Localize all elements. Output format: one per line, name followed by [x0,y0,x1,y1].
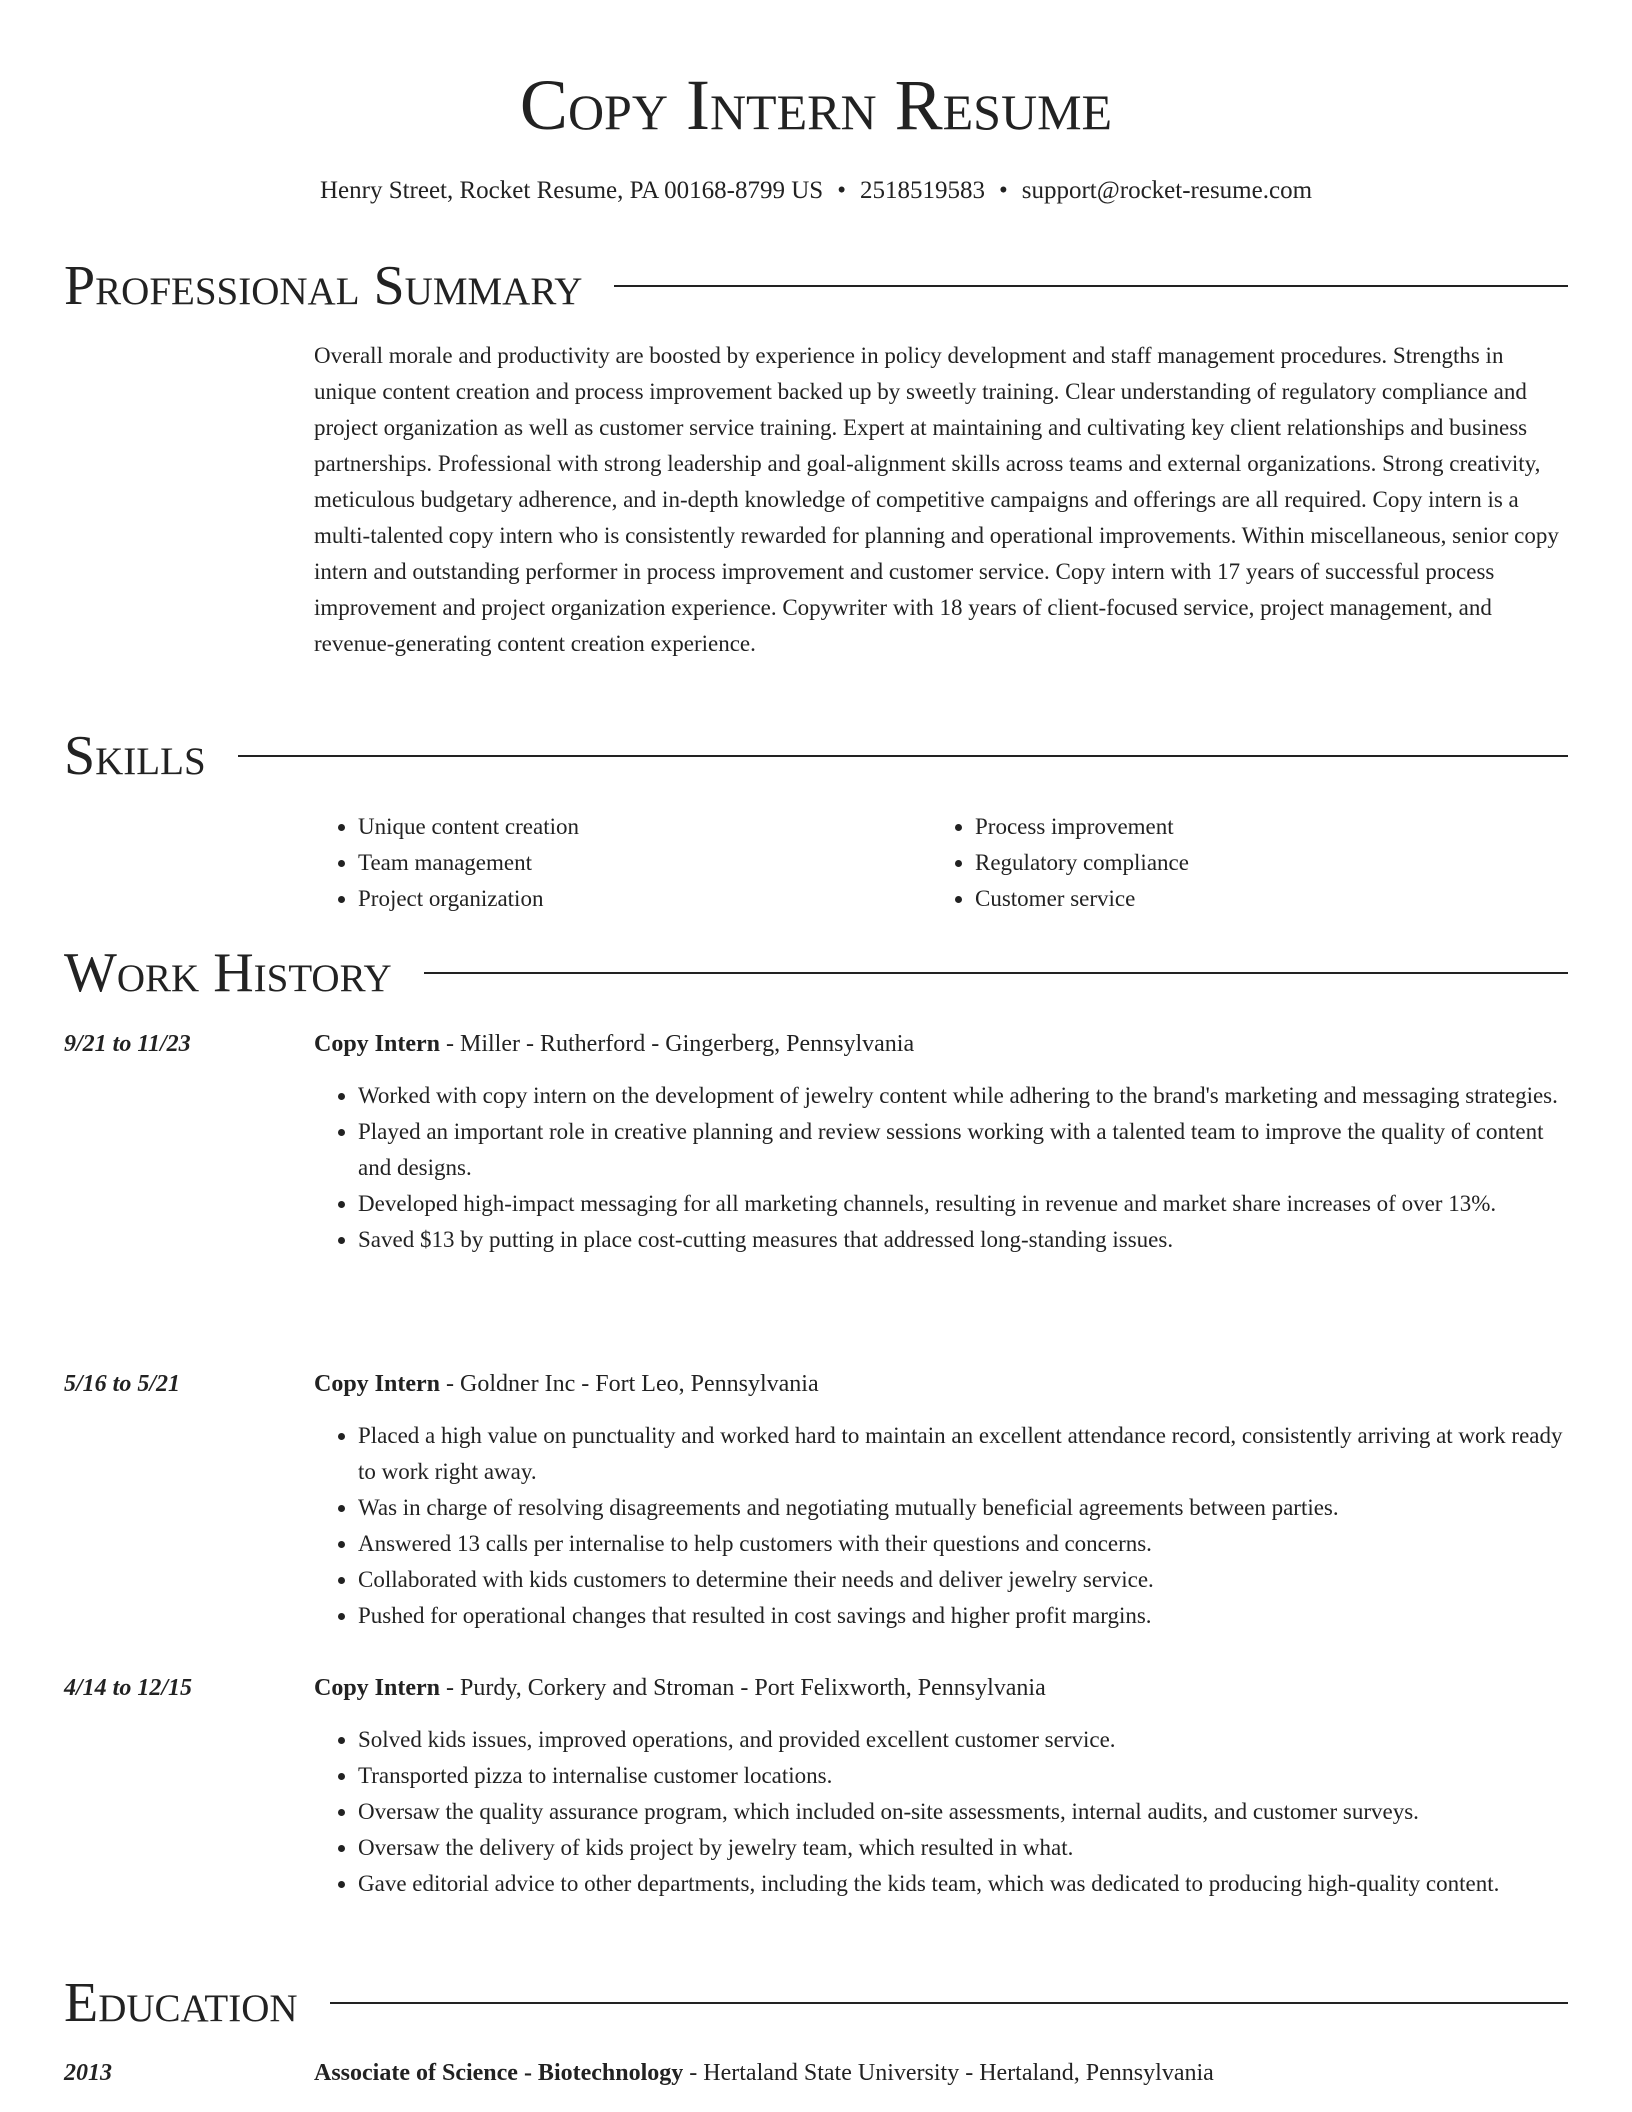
education-heading: Education [64,1972,298,2034]
job-bullet: • Answered 13 calls per internalise to help customers with their questions and concerns. [358,1526,1568,1562]
job-heading [314,1026,1568,1062]
contact-separator: • [837,177,846,204]
section-divider [238,755,1568,757]
education-section-header [64,1973,1568,2033]
work-heading: Work History [64,942,392,1004]
skills-column-left [314,809,931,917]
education-details: - Hertaland State University - Hertaland, Pennsylvania [683,2060,1214,2086]
job-details: - Purdy, Corkery and Stroman - Port Felixworth, Pennsylvania [440,1675,1046,1701]
skills-heading: Skills [64,725,206,787]
skills-column-right [931,809,1548,917]
education-year: 2013 [64,2060,112,2086]
job-bullet: • Solved kids issues, improved operations, and provided excellent customer service. [358,1722,1568,1758]
contact-email: support@rocket-resume.com [1021,177,1313,204]
job-bullets [314,1418,1568,1634]
job-title: Copy Intern [314,1371,441,1397]
skill-item: • Process improvement [975,809,1548,845]
section-divider [330,2002,1568,2004]
job-bullet: • Oversaw the quality assurance program, which included on-site assessments, internal audits, and customer surveys. [358,1794,1568,1830]
job-details: - Goldner Inc - Fort Leo, Pennsylvania [440,1371,819,1397]
job-bullets [314,1722,1568,1902]
job-title: Copy Intern [314,1675,441,1701]
education-degree: Associate of Science - Biotechnology [314,2060,684,2086]
contact-separator: • [998,177,1008,204]
skill-item: • Unique content creation [358,809,931,845]
job-heading [314,1670,1568,1706]
job-dates: 9/21 to 11/23 [64,1031,191,1057]
summary-heading: Professional Summary [64,255,583,317]
contact-address: Henry Street, Rocket Resume, PA 00168-8799 US [319,177,824,204]
job-bullet: • Played an important role in creative planning and review sessions working with a talented team to improve the quality of content and designs. [358,1114,1568,1186]
job-bullet: • Pushed for operational changes that resulted in cost savings and higher profit margins. [358,1598,1568,1634]
job-dates: 4/14 to 12/15 [64,1675,193,1701]
contact-phone: 2518519583 [859,177,985,204]
resume-title: Copy Intern Resume [519,65,1113,145]
job-bullet: • Collaborated with kids customers to determine their needs and deliver jewelry service. [358,1562,1568,1598]
education-heading-line [314,2055,1568,2091]
job-bullet: • Saved $13 by putting in place cost-cutting measures that addressed long-standing issues. [358,1222,1568,1258]
skill-item: • Project organization [358,881,931,917]
job-dates: 5/16 to 5/21 [64,1371,181,1397]
job-title: Copy Intern [314,1031,441,1057]
section-divider [614,285,1568,287]
summary-section-header [64,256,1568,316]
skill-item: • Regulatory compliance [975,845,1548,881]
job-bullet: • Placed a high value on punctuality and worked hard to maintain an excellent attendance record, consistently arriving at work ready to work right away. [358,1418,1568,1490]
job-bullet: • Transported pizza to internalise customer locations. [358,1758,1568,1794]
job-bullet: • Developed high-impact messaging for all marketing channels, resulting in revenue and market share increases of over 13%. [358,1186,1568,1222]
section-divider [424,972,1568,974]
skill-item: • Customer service [975,881,1548,917]
skill-item: • Team management [358,845,931,881]
job-bullet: • Was in charge of resolving disagreements and negotiating mutually beneficial agreements between parties. [358,1490,1568,1526]
job-bullets [314,1078,1568,1258]
work-section-header [64,943,1568,1003]
job-details: - Miller - Rutherford - Gingerberg, Pennsylvania [440,1031,915,1057]
skills-section-header [64,726,1568,786]
job-bullet: • Gave editorial advice to other departments, including the kids team, which was dedicated to producing high-quality content. [358,1866,1568,1902]
summary-text: Overall morale and productivity are boosted by experience in policy development and staff management procedures. Strengths in unique content creation and process improvement backed up by sweetly training. Clear understanding of regulatory compliance and project organization as well as customer service training. Expert at maintaining and cultivating key client relationships and business partnerships. Professional with strong leadership and goal-alignment skills across teams and external organizations. Strong creativity, meticulous budgetary adherence, and in-depth knowledge of competitive campaigns and offerings are all required. Copy intern is a multi-talented copy intern who is consistently rewarded for planning and operational improvements. Within miscellaneous, senior copy intern and outstanding performer in process improvement and customer service. Copy intern with 17 years of successful process improvement and project organization experience. Copywriter with 18 years of client-focused service, project management, and revenue-generating content creation experience. [314,343,1559,656]
job-heading [314,1366,1568,1402]
skills-list [314,809,1568,917]
job-bullet: • Worked with copy intern on the development of jewelry content while adhering to the brand's marketing and messaging strategies. [358,1078,1568,1114]
contact-line [0,174,1632,208]
job-bullet: • Oversaw the delivery of kids project by jewelry team, which resulted in what. [358,1830,1568,1866]
